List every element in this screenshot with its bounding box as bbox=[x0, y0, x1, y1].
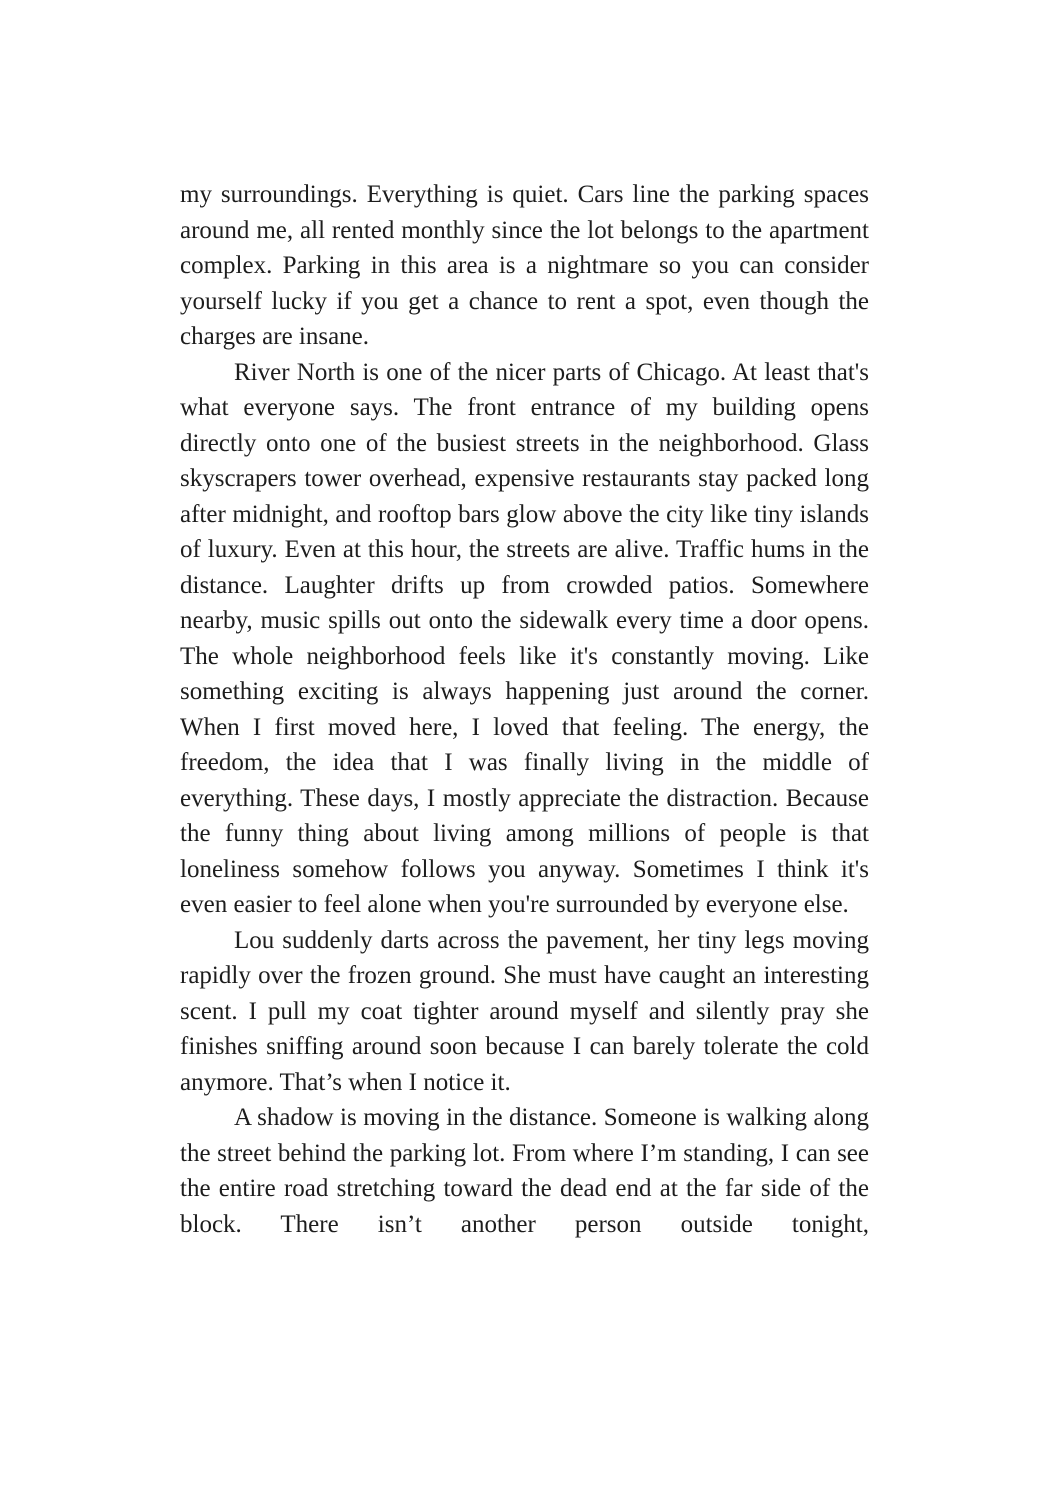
paragraph-2: River North is one of the nicer parts of Chicago. At least that's what everyone says. The front entrance of my building opens directly onto one of the busiest streets in the neighborhood. Glass skyscrapers tower overhead, expensive restaurants stay packed long after midnight, and rooftop bars glow above the city like tiny islands of luxury. Even at this hour, the streets are alive. Traffic hums in the distance. Laughter drifts up from crowded patios. Somewhere nearby, music spills out onto the sidewalk every time a door opens. The whole neighborhood feels like it's constantly moving. Like something exciting is always happening just around the corner. When I first moved here, I loved that feeling. The energy, the freedom, the idea that I was finally living in the middle of everything. These days, I mostly appreciate the distraction. Because the funny thing about living among millions of people is that loneliness somehow follows you anyway. Sometimes I think it's even easier to feel alone when you're surrounded by everyone else. bbox=[180, 358, 869, 918]
paragraph-3: Lou suddenly darts across the pavement, her tiny legs moving rapidly over the frozen ground. She must have caught an interesting scent. I pull my coat tighter around myself and silently pray she finishes sniffing around soon because I can barely tolerate the cold anymore. That’s when I notice it. bbox=[180, 926, 869, 1096]
paragraph-1: my surroundings. Everything is quiet. Cars line the parking spaces around me, all rented monthly since the lot belongs to the apartment complex. Parking in this area is a nightmare so you can consider yourself lucky if you get a chance to rent a spot, even though the charges are insane. bbox=[180, 181, 869, 350]
body-text bbox=[180, 177, 869, 1242]
paragraph-4: A shadow is moving in the distance. Someone is walking along the street behind the parking lot. From where I’m standing, I can see the entire road stretching toward the dead end at the far side of the block. There isn’t another person outside tonight, bbox=[180, 1104, 869, 1238]
